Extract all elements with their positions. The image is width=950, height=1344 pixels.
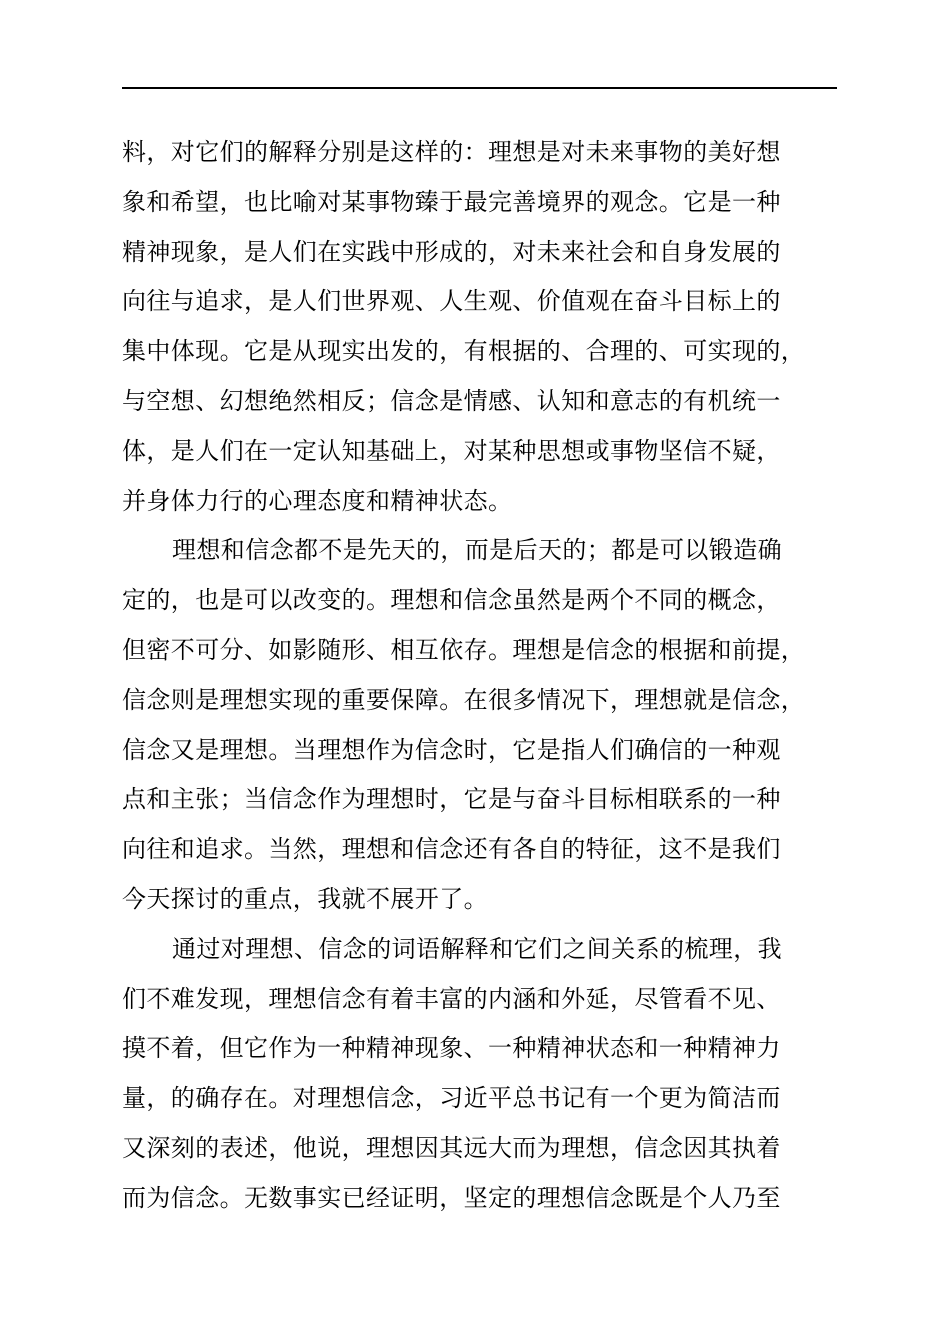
- text-line: 又深刻的表述，他说，理想因其远大而为理想，信念因其执着: [122, 1133, 781, 1162]
- text-line: 点和主张；当信念作为理想时，它是与奋斗目标相联系的一种: [122, 785, 781, 814]
- text-line: 但密不可分、如影随形、相互依存。理想是信念的根据和前提，: [122, 635, 806, 664]
- text-line: 通过对理想、信念的词语解释和它们之间关系的梳理，我: [172, 934, 782, 963]
- text-line: 并身体力行的心理态度和精神状态。: [122, 486, 513, 515]
- text-line: 定的，也是可以改变的。理想和信念虽然是两个不同的概念，: [122, 586, 781, 615]
- text-line: 信念又是理想。当理想作为信念时，它是指人们确信的一种观: [122, 735, 781, 764]
- text-line: 向往和追求。当然，理想和信念还有各自的特征，这不是我们: [122, 835, 781, 864]
- text-line: 料，对它们的解释分别是这样的：理想是对未来事物的美好想: [122, 138, 781, 166]
- body-text: [122, 128, 862, 1224]
- text-line: 理想和信念都不是先天的，而是后天的；都是可以锻造确: [172, 536, 782, 565]
- header-rule: [122, 87, 837, 89]
- paragraph-1: [122, 128, 862, 526]
- text-line: 体，是人们在一定认知基础上，对某种思想或事物坚信不疑，: [122, 436, 781, 465]
- text-line: 精神现象，是人们在实践中形成的，对未来社会和自身发展的: [122, 237, 781, 266]
- text-line: 摸不着，但它作为一种精神现象、一种精神状态和一种精神力: [122, 1034, 781, 1063]
- text-line: 而为信念。无数事实已经证明，坚定的理想信念既是个人乃至: [122, 1183, 781, 1212]
- text-line: 今天探讨的重点，我就不展开了。: [122, 884, 488, 913]
- text-line: 们不难发现，理想信念有着丰富的内涵和外延，尽管看不见、: [122, 984, 781, 1013]
- paragraph-2: [122, 526, 862, 924]
- text-line: 信念则是理想实现的重要保障。在很多情况下，理想就是信念，: [122, 685, 806, 714]
- text-line: 集中体现。它是从现实出发的，有根据的、合理的、可实现的，: [122, 337, 806, 366]
- text-line: 与空想、幻想绝然相反；信念是情感、认知和意志的有机统一: [122, 386, 781, 415]
- text-line: 量，的确存在。对理想信念，习近平总书记有一个更为简洁而: [122, 1084, 781, 1113]
- text-line: 象和希望，也比喻对某事物臻于最完善境界的观念。它是一种: [122, 187, 781, 216]
- paragraph-3: [122, 925, 862, 1224]
- text-line: 向往与追求，是人们世界观、人生观、价值观在奋斗目标上的: [122, 287, 781, 316]
